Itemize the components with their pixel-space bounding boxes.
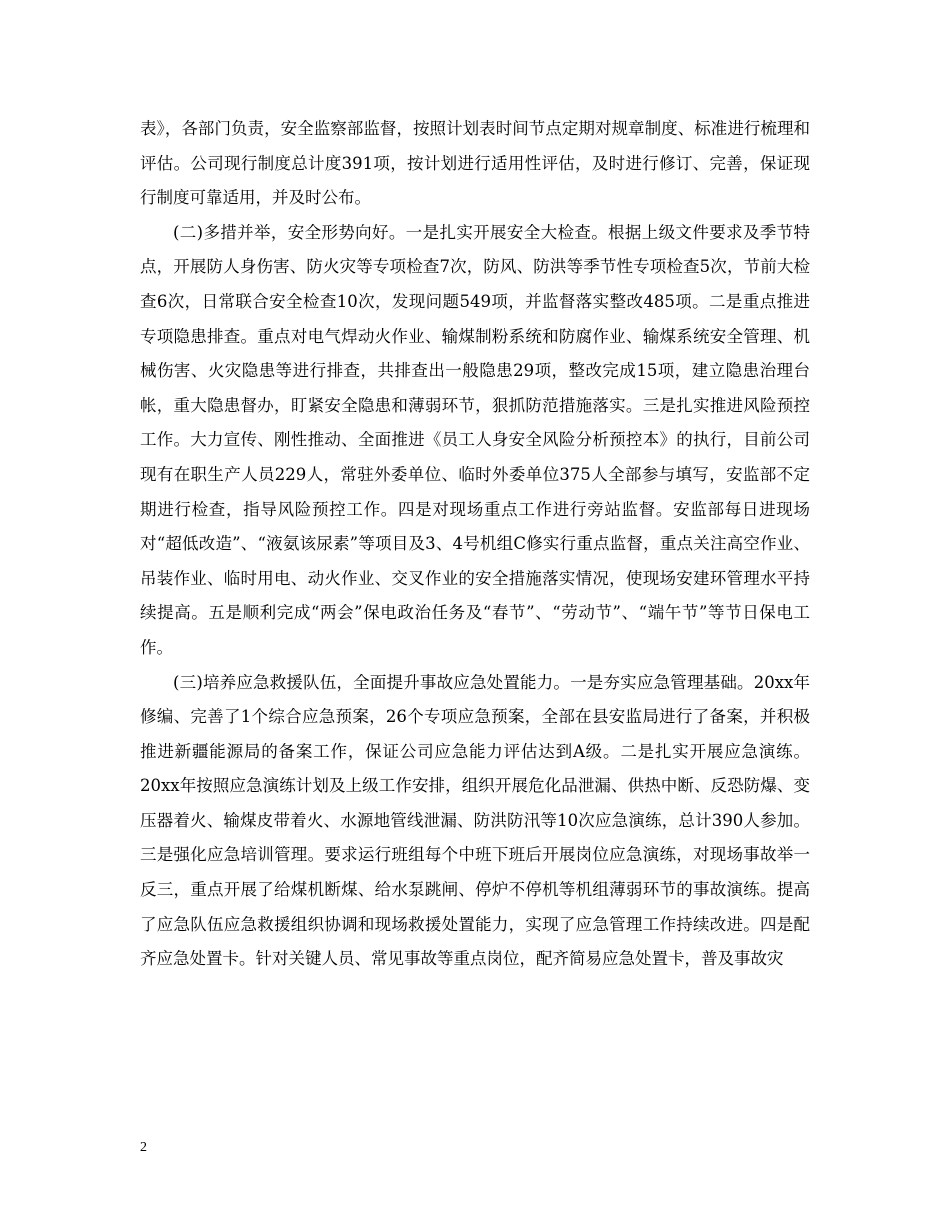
document-body <box>140 112 810 977</box>
paragraph-emergency-rescue: (三)培养应急救援队伍，全面提升事故应急处置能力。一是夯实应急管理基础。20xx年修编、完善了1个综合应急预案，26个专项应急预案，全部在县安监局进行了备案，并积极推进新疆能源局的备案工作，保证公司应急能力评估达到A级。二是扎实开展应急演练。20xx年按照应急演练计划及上级工作安排，组织开展危化品泄漏、供热中断、反恐防爆、变压器着火、输煤皮带着火、水源地管线泄漏、防洪防汛等10次应急演练，总计390人参加。三是强化应急培训管理。要求运行班组每个中班下班后开展岗位应急演练，对现场事故举一反三，重点开展了给煤机断煤、给水泵跳闸、停炉不停机等机组薄弱环节的事故演练。提高了应急队伍应急救援组织协调和现场救援处置能力，实现了应急管理工作持续改进。四是配齐应急处置卡。针对关键人员、常见事故等重点岗位，配齐简易应急处置卡，普及事故灾 <box>140 672 810 969</box>
paragraph-continuation: 表》，各部门负责，安全监察部监督，按照计划表时间节点定期对规章制度、标准进行梳理和评估。公司现行制度总计度391项，按计划进行适用性评估，及时进行修订、完善，保证现行制度可靠适用，并及时公布。 <box>140 119 810 208</box>
page-number: 2 <box>140 1140 147 1155</box>
paragraph-safety-situation: (二)多措并举，安全形势向好。一是扎实开展安全大检查。根据上级文件要求及季节特点，开展防人身伤害、防火灾等专项检查7次，防风、防洪等季节性专项检查5次，节前大检查6次，日常联合安全检查10次，发现问题549项，并监督落实整改485项。二是重点推进专项隐患排查。重点对电气焊动火作业、输煤制粉系统和防腐作业、输煤系统安全管理、机械伤害、火灾隐患等进行排查，共排查出一般隐患29项，整改完成15项，建立隐患治理台帐，重大隐患督办，盯紧安全隐患和薄弱环节，狠抓防范措施落实。三是扎实推进风险预控工作。大力宣传、刚性推动、全面推进《员工人身安全风险分析预控本》的执行，目前公司现有在职生产人员229人，常驻外委单位、临时外委单位375人全部参与填写，安监部不定期进行检查，指导风险预控工作。四是对现场重点工作进行旁站监督。安监部每日进现场对“超低改造”、“液氨该尿素”等项目及3、4号机组C修实行重点监督，重点关注高空作业、吊装作业、临时用电、动火作业、交叉作业的安全措施落实情况，使现场安建环管理水平持续提高。五是顺利完成“两会”保电政治任务及“春节”、“劳动节”、“端午节”等节日保电工作。 <box>140 222 810 657</box>
